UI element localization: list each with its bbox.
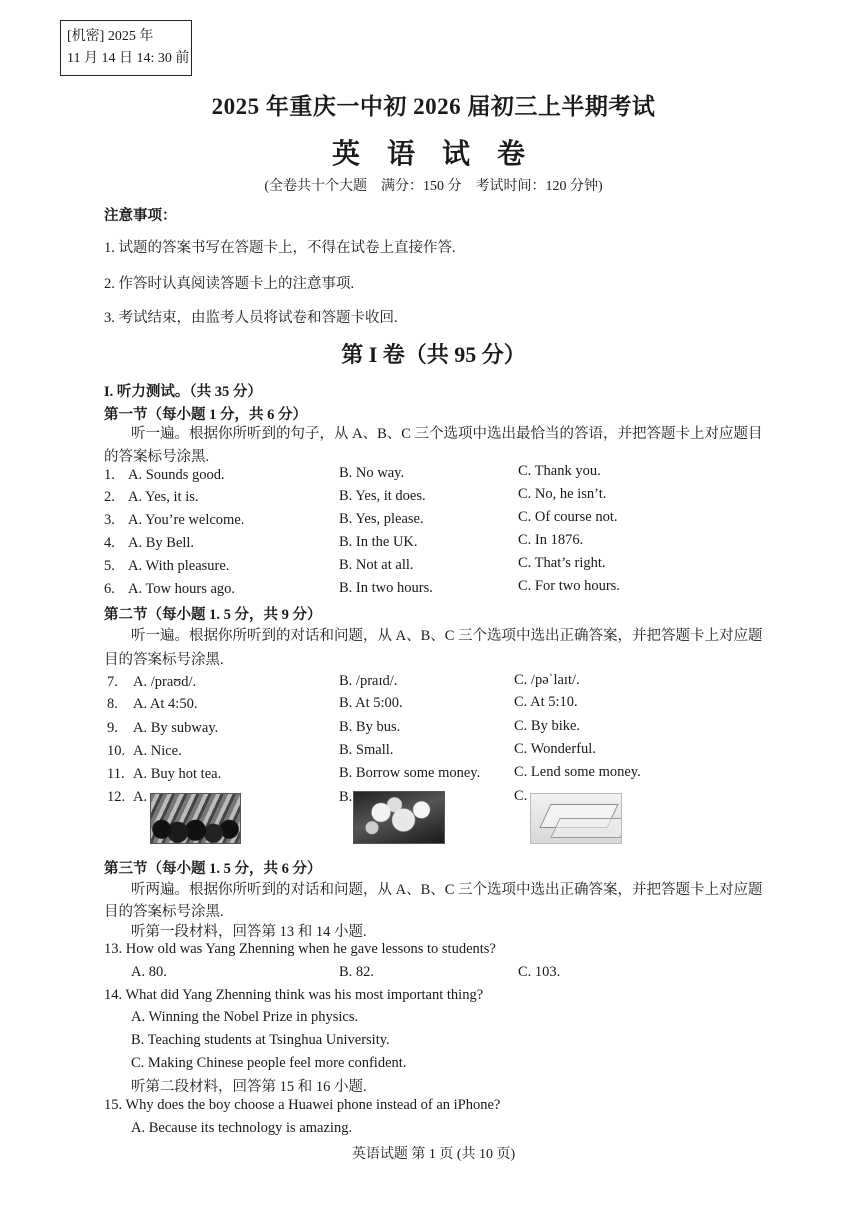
q4-number: 4.: [104, 535, 115, 551]
q1-option-b: B. No way.: [339, 465, 405, 481]
q6-option-c: C. For two hours.: [518, 578, 620, 594]
sub2-heading: 第二节（每小题 1. 5 分，共 9 分）: [104, 607, 322, 623]
glass-sheet-icon: [550, 818, 622, 838]
q15-text: 15. Why does the boy choose a Huawei phone instead of an iPhone?: [104, 1097, 501, 1113]
q3-option-c: C. Of course not.: [518, 509, 618, 525]
sub1-instruction-1: 听一遍。根据你所听到的句子，从 A、B、C 三个选项中选出最恰当的答语，并把答题卡上对应题目: [131, 426, 763, 442]
material-1-note: 听第一段材料，回答第 13 和 14 小题.: [131, 924, 367, 940]
q4-option-b: B. In the UK.: [339, 534, 418, 550]
q4-option-a: A. By Bell.: [128, 535, 195, 551]
section-heading: I. 听力测试。（共 35 分）: [104, 384, 262, 400]
q5-option-c: C. That’s right.: [518, 555, 606, 571]
q8-number: 8.: [107, 696, 118, 712]
q2-option-a: A. Yes, it is.: [128, 489, 199, 505]
notice-item-2: 2. 作答时认真阅读答题卡上的注意事项.: [104, 276, 355, 292]
q9-number: 9.: [107, 720, 118, 736]
q3-option-a: A. You’re welcome.: [128, 512, 245, 528]
q5-option-a: A. With pleasure.: [128, 558, 230, 574]
q2-number: 2.: [104, 489, 115, 505]
q8-option-a: A. At 4:50.: [133, 696, 198, 712]
q6-option-a: A. Tow hours ago.: [128, 581, 236, 597]
stamp-line-1: [机密] 2025 年: [67, 29, 154, 44]
page-footer: 英语试题 第 1 页 (共 10 页): [351, 1147, 516, 1162]
part-title: 第 I 卷（共 95 分）: [341, 342, 526, 367]
q10-option-b: B. Small.: [339, 742, 394, 758]
material-2-note: 听第二段材料，回答第 15 和 16 小题.: [131, 1079, 367, 1095]
q12-option-b: B.: [339, 789, 353, 805]
sub3-instruction-1: 听两遍。根据你所听到的对话和问题，从 A、B、C 三个选项中选出正确答案，并把答题卡上对应题: [131, 882, 763, 898]
q13-text: 13. How old was Yang Zhenning when he gave lessons to students?: [104, 941, 496, 957]
exam-title: 2025 年重庆一中初 2026 届初三上半期考试: [211, 94, 656, 119]
q12-image-c: [530, 793, 622, 844]
q11-option-b: B. Borrow some money.: [339, 765, 481, 781]
q8-option-b: B. At 5:00.: [339, 695, 403, 711]
q1-option-c: C. Thank you.: [518, 463, 601, 479]
q12-number: 12.: [107, 789, 126, 805]
subject-title: 英 语 试 卷: [331, 139, 535, 170]
sub2-instruction-2: 目的答案标号涂黑.: [104, 652, 224, 668]
q4-option-c: C. In 1876.: [518, 532, 584, 548]
q12-image-a: [150, 793, 241, 844]
q7-option-a: A. /praʊd/.: [133, 674, 197, 690]
q2-option-c: C. No, he isn’t.: [518, 486, 607, 502]
q8-option-c: C. At 5:10.: [514, 694, 578, 710]
q6-option-b: B. In two hours.: [339, 580, 433, 596]
q6-number: 6.: [104, 581, 115, 597]
q9-option-b: B. By bus.: [339, 719, 401, 735]
confidential-stamp: [60, 20, 192, 76]
notice-item-1: 1. 试题的答案书写在答题卡上，不得在试卷上直接作答.: [104, 240, 456, 256]
q12-option-a: A.: [133, 789, 148, 805]
sub3-instruction-2: 目的答案标号涂黑.: [104, 904, 224, 920]
q14-option-b: B. Teaching students at Tsinghua University.: [131, 1032, 390, 1048]
sub1-heading: 第一节（每小题 1 分，共 6 分）: [104, 407, 307, 423]
q13-option-b: B. 82.: [339, 964, 375, 980]
notice-item-3: 3. 考试结束，由监考人员将试卷和答题卡收回.: [104, 310, 398, 326]
q9-option-c: C. By bike.: [514, 718, 581, 734]
q7-number: 7.: [107, 674, 118, 690]
q7-option-c: C. /pəˈlaɪt/.: [514, 672, 580, 688]
q13-option-c: C. 103.: [518, 964, 561, 980]
q11-option-c: C. Lend some money.: [514, 764, 641, 780]
q14-option-a: A. Winning the Nobel Prize in physics.: [131, 1009, 359, 1025]
q12-image-b: [353, 791, 445, 844]
notice-heading: 注意事项：: [104, 208, 177, 224]
q5-number: 5.: [104, 558, 115, 574]
q1-number: 1.: [104, 467, 115, 483]
q13-option-a: A. 80.: [131, 964, 167, 980]
q5-option-b: B. Not at all.: [339, 557, 414, 573]
q2-option-b: B. Yes, it does.: [339, 488, 426, 504]
q14-text: 14. What did Yang Zhenning think was his most important thing?: [104, 987, 484, 1003]
exam-info: (全卷共十个大题 满分：150 分 考试时间：120 分钟): [264, 179, 603, 194]
q10-number: 10.: [107, 743, 126, 759]
q15-option-a: A. Because its technology is amazing.: [131, 1120, 353, 1136]
sub1-instruction-2: 的答案标号涂黑.: [104, 449, 210, 465]
q11-option-a: A. Buy hot tea.: [133, 766, 222, 782]
q12-option-c: C.: [514, 788, 528, 804]
q3-option-b: B. Yes, please.: [339, 511, 424, 527]
q10-option-a: A. Nice.: [133, 743, 182, 759]
sub2-instruction-1: 听一遍。根据你所听到的对话和问题，从 A、B、C 三个选项中选出正确答案，并把答题卡上对应题: [131, 628, 763, 644]
stamp-line-2: 11 月 14 日 14: 30 前: [67, 51, 190, 66]
q9-option-a: A. By subway.: [133, 720, 219, 736]
q11-number: 11.: [107, 766, 125, 782]
q3-number: 3.: [104, 512, 115, 528]
q7-option-b: B. /praɪd/.: [339, 673, 398, 689]
q10-option-c: C. Wonderful.: [514, 741, 596, 757]
sub3-heading: 第三节（每小题 1. 5 分，共 6 分）: [104, 861, 322, 877]
q1-option-a: A. Sounds good.: [128, 467, 225, 483]
q14-option-c: C. Making Chinese people feel more confident.: [131, 1055, 407, 1071]
